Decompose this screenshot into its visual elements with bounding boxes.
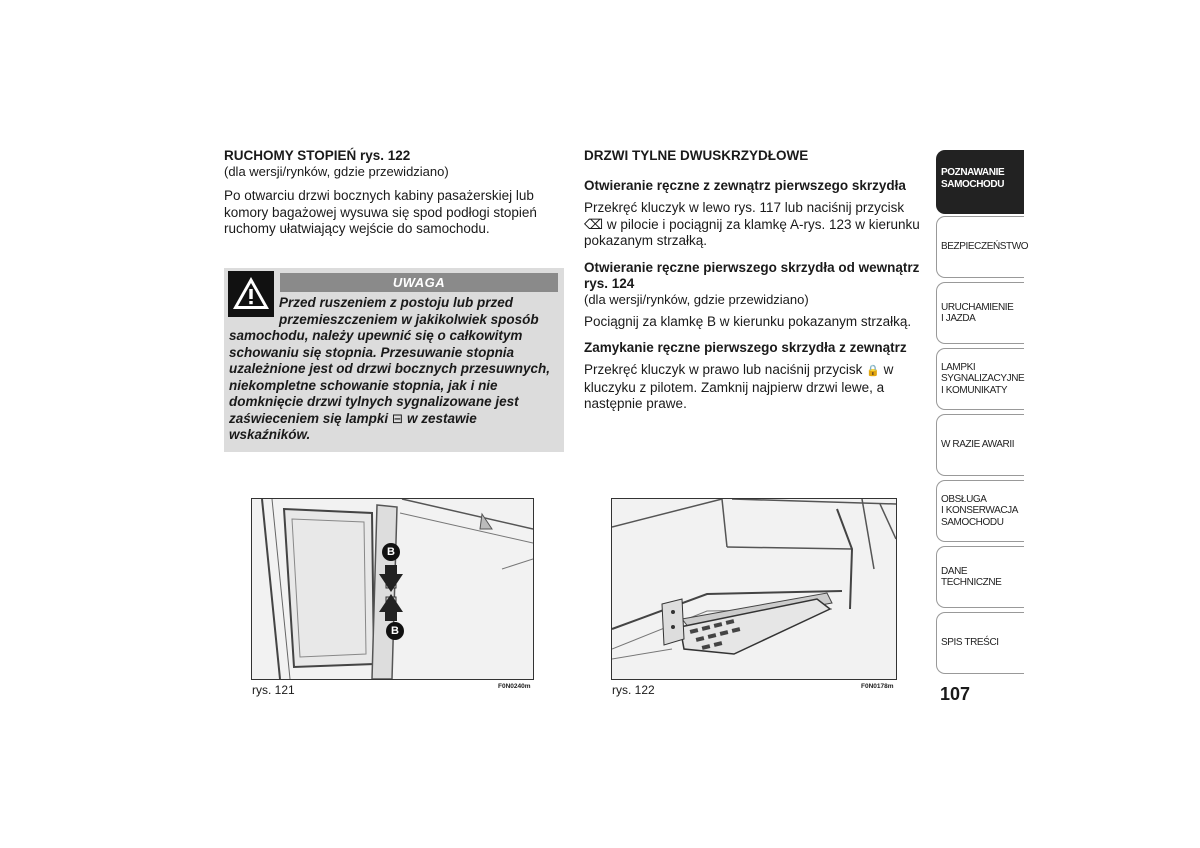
tab-obsluga-i-konserwacja[interactable] [936,480,1024,542]
subheading-open-inside: Otwieranie ręczne pierwszego skrzydła od wewnątrz rys. 124 [584,259,920,291]
tab-label-line: SAMOCHODU [941,516,1004,528]
warning-title: UWAGA [280,273,558,292]
lock-icon: 🔒 [866,365,880,377]
tab-lampki-sygnalizacyjne[interactable] [936,348,1024,410]
tab-w-razie-awarii[interactable] [936,414,1024,476]
tab-dane-techniczne[interactable] [936,546,1024,608]
tab-spis-tresci[interactable] [936,612,1024,674]
tab-label-line: I KONSERWACJA [941,505,1019,517]
tab-label-line: LAMPKI [941,361,976,373]
figure-121-label-b-top: B [387,546,395,558]
close-outside-text [584,362,924,413]
figure-121-image [251,498,534,680]
open-outside-text [584,200,924,250]
tab-label-line: POZNAWANIE [941,167,1005,178]
section-heading-ruchomy-stopien: RUCHOMY STOPIEŃ rys. 122 [224,148,411,163]
tab-label-line: W RAZIE AWARII [941,439,1015,451]
left-column [224,148,562,238]
close-outside-text-b: w kluczyku z pilotem. Zamknij najpierw drzwi lewe, a następnie prawe. [584,362,894,411]
figure-122-image [611,498,897,680]
open-outside-text-a: Przekręć kluczyk w lewo rys. 117 lub naciśnij przycisk [584,200,905,215]
tab-label-line: BEZPIECZEŃSTWO [941,241,1029,253]
section-heading-drzwi-tylne: DRZWI TYLNE DWUSKRZYDŁOWE [584,148,809,163]
lamp-icon: ⊟ [391,410,404,426]
figure-122-caption: rys. 122 [612,683,655,697]
tab-label-line: SPIS TREŚCI [941,637,999,649]
figure-121-label-b-bottom: B [391,625,399,637]
tab-label-line: SYGNALIZACYJNE [941,373,1025,385]
right-column [584,148,924,413]
tab-label-line: I KOMUNIKATY [941,384,1008,396]
warning-body-end: w zestawie wskaźników. [229,410,477,442]
warning-body: Przed ruszeniem z postoju lub przed przemieszczeniem w jakikolwiek sposób samochodu, należy upewnić się o całkowitym schowaniu się stopnia. Przesuwanie stopnia uzależnione jest od drzwi bocznych przesuwnych, niekompletne schowanie stopnia, jak i nie domknięcie drzwi tylnych sygnalizowane jest zaświeceniem się lampki [229,295,551,426]
figure-122-code: F0N0178m [861,683,894,690]
tab-label-line: URUCHAMIENIE [941,301,1014,313]
tab-poznawanie-samochodu[interactable] [936,150,1024,214]
open-inside-note: (dla wersji/rynków, gdzie przewidziano) [584,291,809,307]
tab-label-line: SAMOCHODU [941,178,1005,190]
tab-label-line: OBSŁUGA [941,493,987,505]
step-description: Po otwarciu drzwi bocznych kabiny pasażerskiej lub komory bagażowej wysuwa się spod podłogi stopień ruchomy ułatwiający wejście do samochodu. [224,188,537,236]
page-number: 107 [940,684,971,704]
close-outside-text-a: Przekręć kluczyk w prawo lub naciśnij przycisk [584,362,863,377]
figure-121-caption: rys. 121 [252,683,295,697]
tab-label-line: DANE TECHNICZNE [941,565,1002,588]
warning-box [224,268,564,452]
tab-label-line: I JAZDA [941,313,976,324]
figure-121-code: F0N0240m [498,683,531,690]
open-outside-text-b: w pilocie i pociągnij za klamkę A-rys. 123 w kierunku pokazanym strzałką. [584,216,920,248]
tab-uruchamienie-i-jazda[interactable] [936,282,1024,344]
subheading-close-outside: Zamykanie ręczne pierwszego skrzydła z zewnątrz [584,340,907,355]
remote-unlock-icon: ⌫ [584,216,604,232]
open-inside-text: Pociągnij za klamkę B w kierunku pokazanym strzałką. [584,313,912,329]
subheading-open-outside: Otwieranie ręczne z zewnątrz pierwszego skrzydła [584,178,906,193]
version-note: (dla wersji/rynków, gdzie przewidziano) [224,164,449,179]
warning-text [229,295,559,444]
tab-bezpieczenstwo[interactable] [936,216,1029,278]
